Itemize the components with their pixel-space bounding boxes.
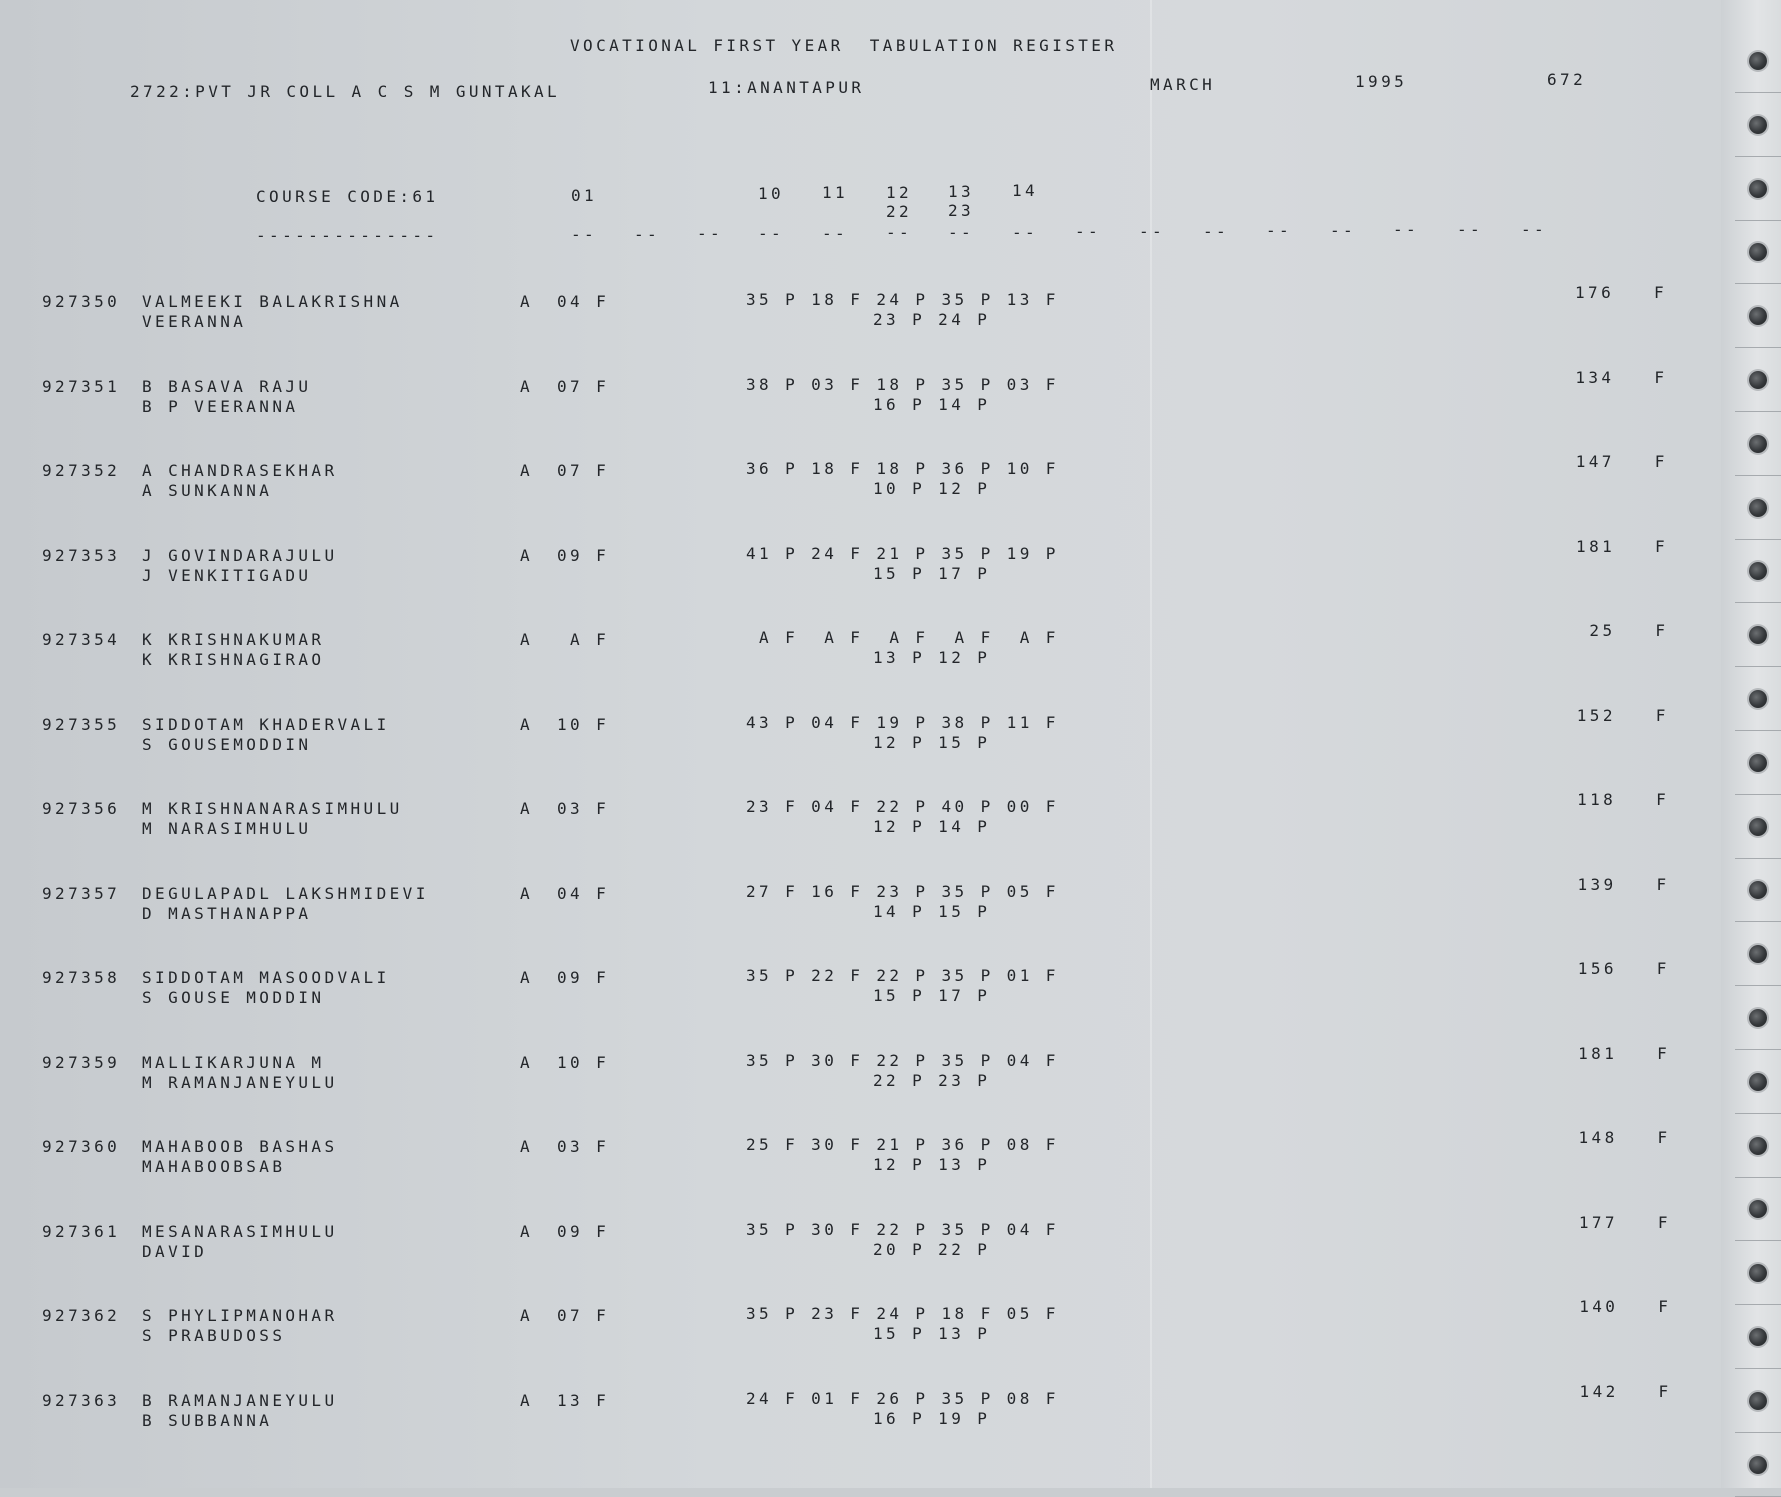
registration-number: 927353 (42, 545, 121, 565)
register-title: VOCATIONAL FIRST YEAR TABULATION REGISTER (570, 36, 1118, 55)
subject-01-mark: 07 F (557, 1306, 610, 1325)
perforation-rule (1735, 602, 1781, 603)
result-status: F (1656, 790, 1670, 809)
col-heading-22: 22 (886, 202, 913, 221)
father-name: D MASTHANAPPA (142, 903, 312, 923)
father-name: A SUNKANNA (142, 481, 273, 500)
father-name: MAHABOOBSAB (142, 1157, 286, 1176)
result-status: F (1655, 536, 1669, 556)
registration-number: 927359 (42, 1052, 121, 1072)
column-dash: -- (886, 223, 913, 243)
student-name: MALLIKARJUNA M (142, 1052, 325, 1072)
student-name: B RAMANJANEYULU (142, 1390, 338, 1410)
appearance-flag: A (520, 1221, 534, 1241)
appearance-flag: A (520, 292, 534, 311)
subject-01-mark: 03 F (557, 1137, 610, 1156)
column-dash: -- (1012, 222, 1039, 242)
subject-marks-row2: 15 P 17 P (873, 986, 991, 1005)
subject-marks-row1: 35 P 22 F 22 P 35 P 01 F (746, 966, 1059, 985)
appearance-flag: A (520, 630, 534, 649)
subject-marks-row2: 15 P 17 P (873, 563, 991, 583)
column-dash: -- (571, 225, 598, 244)
subject-marks-row2: 22 P 23 P (873, 1070, 991, 1090)
perforation-rule (1735, 156, 1781, 157)
result-status: F (1657, 1212, 1671, 1232)
subject-marks-row2: 20 P 22 P (873, 1239, 991, 1259)
subject-01-mark: 07 F (557, 461, 610, 480)
subject-marks-row1: 35 P 30 F 22 P 35 P 04 F (746, 1050, 1059, 1070)
feed-hole (1749, 1137, 1767, 1155)
column-dash: -- (1330, 220, 1357, 240)
subject-marks-row1: 24 F 01 F 26 P 35 P 08 F (746, 1388, 1059, 1408)
subject-marks-row2: 13 P 12 P (873, 648, 991, 667)
result-status: F (1656, 959, 1670, 978)
father-name: S GOUSE MODDIN (142, 988, 325, 1007)
perforation-rule (1735, 283, 1781, 284)
subject-marks-row1: A F A F A F A F A F (746, 628, 1059, 647)
registration-number: 927356 (42, 799, 121, 818)
result-status: F (1654, 283, 1668, 302)
father-name: M NARASIMHULU (142, 819, 312, 838)
subject-marks-row1: 41 P 24 F 21 P 35 P 19 P (746, 543, 1059, 563)
district-label: 11:ANANTAPUR (708, 78, 865, 97)
result-status: F (1658, 1381, 1672, 1401)
father-name: M RAMANJANEYULU (142, 1072, 338, 1092)
perforation-rule (1735, 1049, 1781, 1050)
year-label: 1995 (1355, 72, 1408, 91)
subject-marks-row2: 12 P 13 P (873, 1155, 991, 1174)
appearance-flag: A (520, 714, 534, 734)
father-name: K KRISHNAGIRAO (142, 650, 325, 669)
student-name: J GOVINDARAJULU (142, 545, 338, 565)
appearance-flag: A (520, 1390, 534, 1410)
appearance-flag: A (520, 461, 534, 480)
appearance-flag: A (520, 376, 534, 396)
feed-hole (1749, 180, 1767, 198)
appearance-flag: A (520, 883, 534, 903)
feed-hole (1749, 499, 1767, 517)
month-label: MARCH (1150, 75, 1216, 94)
col-heading-12: 12 (886, 183, 913, 202)
tractor-feed-edge (1721, 0, 1781, 1488)
subject-marks-row2: 23 P 24 P (873, 310, 991, 329)
college-label: 2722:PVT JR COLL A C S M GUNTAKAL (130, 82, 561, 101)
student-name: K KRISHNAKUMAR (142, 630, 325, 649)
subject-01-mark: 09 F (557, 1221, 610, 1241)
feed-hole (1749, 52, 1767, 70)
student-name: SIDDOTAM KHADERVALI (142, 714, 390, 734)
feed-hole (1749, 1009, 1767, 1027)
appearance-flag: A (520, 799, 534, 818)
father-name: B P VEERANNA (142, 396, 299, 416)
subject-marks-row1: 23 F 04 F 22 P 40 P 00 F (746, 797, 1059, 816)
column-dash: -- (1139, 221, 1166, 241)
feed-hole (1749, 1073, 1767, 1091)
column-dash: -- (1521, 219, 1548, 239)
subject-01-mark: 09 F (557, 968, 610, 987)
result-status: F (1654, 367, 1668, 387)
result-status: F (1656, 874, 1670, 894)
result-status: F (1654, 452, 1668, 471)
student-name: M KRISHNANARASIMHULU (142, 799, 403, 818)
subject-marks-row2: 12 P 14 P (873, 817, 991, 836)
course-code-underline: -------------- (256, 226, 439, 245)
total-marks: 152 (1576, 705, 1616, 725)
perforation-rule (1735, 1432, 1781, 1433)
feed-hole (1749, 690, 1767, 708)
total-marks: 140 (1579, 1297, 1619, 1316)
subject-marks-row1: 43 P 04 F 19 P 38 P 11 F (746, 712, 1059, 732)
subject-marks-row1: 27 F 16 F 23 P 35 P 05 F (746, 881, 1059, 901)
subject-marks-row1: 25 F 30 F 21 P 36 P 08 F (746, 1135, 1059, 1154)
subject-marks-row2: 16 P 19 P (873, 1408, 991, 1428)
appearance-flag: A (520, 1137, 534, 1156)
total-marks: 139 (1577, 874, 1617, 894)
column-dash: -- (758, 223, 785, 243)
column-dash: -- (1266, 221, 1293, 241)
total-marks: 142 (1579, 1381, 1619, 1401)
column-dash: -- (822, 223, 849, 243)
subject-01-mark: 07 F (557, 376, 610, 396)
subject-01-mark: 10 F (557, 1052, 610, 1072)
column-dash: -- (1457, 220, 1484, 240)
perforation-rule (1735, 1113, 1781, 1114)
column-dash: -- (1393, 220, 1420, 240)
feed-hole (1749, 116, 1767, 134)
perforation-rule (1735, 411, 1781, 412)
subject-01-mark: 09 F (557, 545, 610, 565)
col-heading-14: 14 (1012, 181, 1039, 200)
column-dash: -- (634, 224, 661, 244)
perforation-rule (1735, 985, 1781, 986)
subject-marks-row1: 35 P 30 F 22 P 35 P 04 F (746, 1219, 1059, 1239)
registration-number: 927360 (42, 1137, 121, 1156)
perforation-rule (1735, 1368, 1781, 1369)
result-status: F (1657, 1128, 1671, 1147)
appearance-flag: A (520, 1052, 534, 1072)
total-marks: 176 (1575, 283, 1615, 302)
feed-hole (1749, 754, 1767, 772)
subject-01-mark: A F (557, 630, 610, 649)
perforation-rule (1735, 475, 1781, 476)
perforation-rule (1735, 666, 1781, 667)
appearance-flag: A (520, 968, 534, 987)
column-dash: -- (948, 222, 975, 242)
col-heading-13: 13 (948, 182, 975, 201)
col-heading-11: 11 (822, 183, 849, 202)
perforation-rule (1735, 921, 1781, 922)
student-name: DEGULAPADL LAKSHMIDEVI (142, 883, 429, 903)
father-name: B SUBBANNA (142, 1410, 273, 1430)
feed-hole (1749, 1392, 1767, 1410)
perforation-rule (1735, 1496, 1781, 1497)
result-status: F (1658, 1297, 1672, 1316)
total-marks: 181 (1578, 1043, 1618, 1063)
subject-01-mark: 04 F (557, 292, 610, 311)
subject-marks-row1: 35 P 18 F 24 P 35 P 13 F (746, 290, 1059, 309)
total-marks: 147 (1575, 452, 1615, 471)
registration-number: 927358 (42, 968, 121, 987)
perforation-rule (1735, 858, 1781, 859)
subject-marks-row2: 12 P 15 P (873, 732, 991, 752)
perforation-rule (1735, 1240, 1781, 1241)
result-status: F (1655, 621, 1669, 640)
subject-01-mark: 04 F (557, 883, 610, 903)
feed-hole (1749, 1328, 1767, 1346)
subject-01-mark: 03 F (557, 799, 610, 818)
student-name: B BASAVA RAJU (142, 376, 312, 396)
subject-01-mark: 13 F (557, 1390, 610, 1410)
student-name: VALMEEKI BALAKRISHNA (142, 292, 403, 311)
feed-hole (1749, 371, 1767, 389)
subject-marks-row1: 35 P 23 F 24 P 18 F 05 F (746, 1304, 1059, 1323)
father-name: J VENKITIGADU (142, 565, 312, 585)
total-marks: 118 (1577, 790, 1617, 809)
total-marks: 134 (1575, 367, 1615, 387)
col-heading-01: 01 (571, 186, 598, 205)
total-marks: 177 (1578, 1212, 1618, 1232)
column-dash: -- (697, 224, 724, 244)
registration-number: 927361 (42, 1221, 121, 1241)
father-name: DAVID (142, 1241, 208, 1261)
student-name: S PHYLIPMANOHAR (142, 1306, 338, 1325)
column-dash: -- (1203, 221, 1230, 241)
perforation-rule (1735, 794, 1781, 795)
subject-marks-row1: 36 P 18 F 18 P 36 P 10 F (746, 459, 1059, 478)
perforation-rule (1735, 347, 1781, 348)
total-marks: 156 (1577, 959, 1617, 978)
registration-number: 927352 (42, 461, 121, 480)
perforation-rule (1735, 92, 1781, 93)
registration-number: 927357 (42, 883, 121, 903)
col-heading-10: 10 (758, 184, 785, 203)
father-name: S GOUSEMODDIN (142, 734, 312, 754)
student-name: MAHABOOB BASHAS (142, 1137, 338, 1156)
subject-marks-row2: 14 P 15 P (873, 901, 991, 921)
perforation-rule (1735, 1304, 1781, 1305)
total-marks: 148 (1578, 1128, 1618, 1147)
feed-hole (1749, 435, 1767, 453)
registration-number: 927355 (42, 714, 121, 734)
registration-number: 927362 (42, 1306, 121, 1325)
col-heading-23: 23 (948, 201, 975, 220)
student-name: SIDDOTAM MASOODVALI (142, 968, 390, 987)
father-name: VEERANNA (142, 312, 247, 331)
course-code: COURSE CODE:61 (256, 187, 439, 206)
father-name: S PRABUDOSS (142, 1326, 286, 1345)
total-marks: 181 (1576, 536, 1616, 556)
appearance-flag: A (520, 1306, 534, 1325)
subject-marks-row2: 16 P 14 P (873, 394, 991, 414)
result-status: F (1655, 705, 1669, 725)
student-name: MESANARASIMHULU (142, 1221, 338, 1241)
subject-marks-row2: 15 P 13 P (873, 1324, 991, 1343)
feed-hole (1749, 1456, 1767, 1474)
perforation-rule (1735, 220, 1781, 221)
registration-number: 927354 (42, 630, 121, 649)
perforation-rule (1735, 539, 1781, 540)
appearance-flag: A (520, 545, 534, 565)
perforation-rule (1735, 1177, 1781, 1178)
subject-marks-row1: 38 P 03 F 18 P 35 P 03 F (746, 374, 1059, 394)
feed-hole (1749, 818, 1767, 836)
student-name: A CHANDRASEKHAR (142, 461, 338, 480)
total-marks: 25 (1576, 621, 1616, 640)
registration-number: 927350 (42, 292, 121, 311)
page-number: 672 (1547, 70, 1587, 89)
column-dash: -- (1075, 222, 1102, 242)
subject-01-mark: 10 F (557, 714, 610, 734)
registration-number: 927351 (42, 376, 121, 396)
registration-number: 927363 (42, 1390, 121, 1410)
perforation-rule (1735, 730, 1781, 731)
result-status: F (1657, 1043, 1671, 1063)
subject-marks-row2: 10 P 12 P (873, 479, 991, 498)
